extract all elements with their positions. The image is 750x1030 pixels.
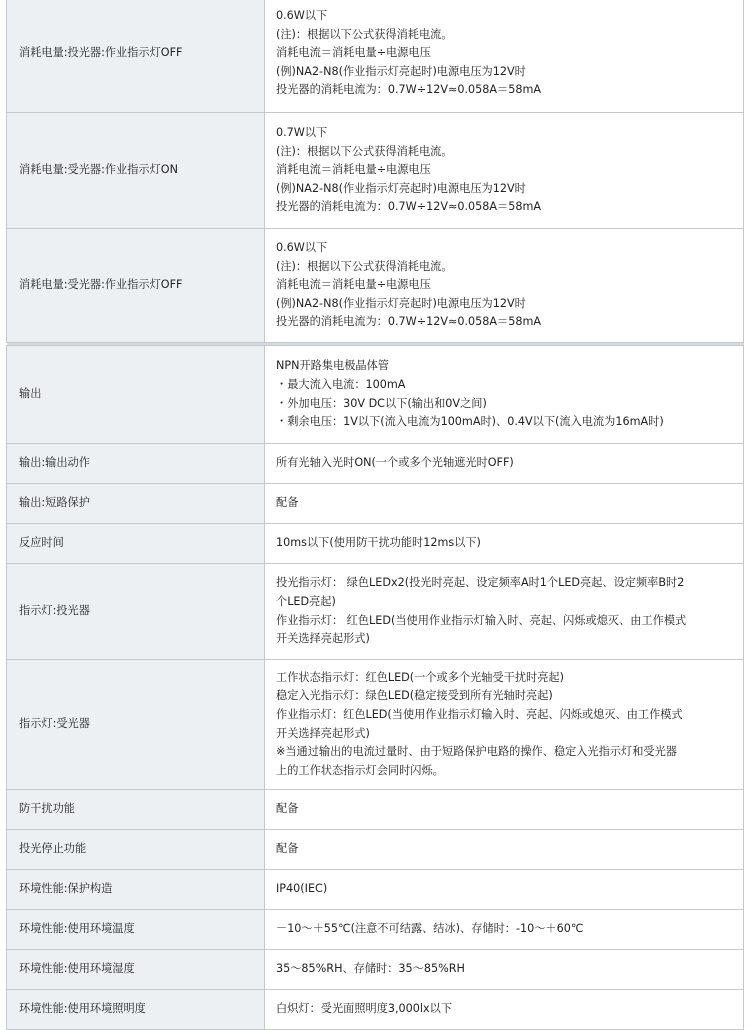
spec-value-line: 消耗电流＝消耗电量÷电源电压: [276, 163, 431, 177]
spec-value-line: 配备: [276, 496, 299, 510]
spec-value: [265, 830, 744, 870]
spec-value: [265, 990, 744, 1030]
spec-value-line: 工作状态指示灯：红色LED(一个或多个光轴受干扰时亮起): [276, 670, 564, 684]
spec-value: [265, 113, 744, 229]
spec-value-line: 开关选择亮起形式): [276, 726, 370, 740]
spec-value: [265, 444, 744, 484]
spec-label: 环境性能:使用环境湿度: [7, 950, 265, 990]
spec-label: 环境性能:使用环境照明度: [7, 990, 265, 1030]
spec-value-line: 10ms以下(使用防干扰功能时12ms以下): [276, 536, 481, 550]
spec-value: [265, 229, 744, 343]
table-row: [7, 484, 744, 524]
spec-value-line: (注)：根据以下公式获得消耗电流。: [276, 144, 453, 158]
spec-value-line: －10～＋55℃(注意不可结露、结冰)、存储时：-10～＋60℃: [276, 922, 584, 936]
spec-value-line: ・外加电压：30V DC以下(输出和0V之间): [276, 396, 487, 410]
spec-value-line: 稳定入光指示灯：绿色LED(稳定接受到所有光轴时亮起): [276, 689, 553, 703]
spec-table-body: [7, 0, 744, 1030]
spec-label: 输出: [7, 346, 265, 444]
spec-value-line: NPN开路集电极晶体管: [276, 359, 389, 373]
table-row: [7, 870, 744, 910]
spec-value: [265, 346, 744, 444]
spec-value: [265, 950, 744, 990]
table-row: [7, 990, 744, 1030]
table-row: [7, 444, 744, 484]
spec-value: [265, 524, 744, 564]
spec-value: [265, 870, 744, 910]
spec-value-line: 消耗电流＝消耗电量÷电源电压: [276, 278, 431, 292]
table-row: [7, 524, 744, 564]
spec-value-line: 作业指示灯：红色LED(当使用作业指示灯输入时、亮起、闪烁或熄灭、由工作模式: [276, 707, 683, 721]
spec-value-line: 0.7W以下: [276, 126, 328, 140]
spec-value-line: 配备: [276, 802, 299, 816]
table-row: [7, 229, 744, 343]
spec-value-line: (例)NA2-N8(作业指示灯亮起时)电源电压为12V时: [276, 181, 526, 195]
spec-value-line: IP40(IEC): [276, 882, 328, 896]
spec-label: 投光停止功能: [7, 830, 265, 870]
spec-value-line: 消耗电流＝消耗电量÷电源电压: [276, 46, 431, 60]
spec-label: 反应时间: [7, 524, 265, 564]
table-row: [7, 950, 744, 990]
spec-label: 消耗电量:投光器:作业指示灯OFF: [7, 0, 265, 113]
spec-label: 消耗电量:受光器:作业指示灯ON: [7, 113, 265, 229]
spec-value-line: 投光指示灯： 绿色LEDx2(投光时亮起、设定频率A时1个LED亮起、设定频率B时2: [276, 576, 685, 590]
table-row: [7, 660, 744, 790]
spec-value-line: 开关选择亮起形式): [276, 632, 370, 646]
spec-value: [265, 910, 744, 950]
spec-label: 防干扰功能: [7, 790, 265, 830]
spec-value-line: 所有光轴入光时ON(一个或多个光轴遮光时OFF): [276, 456, 514, 470]
spec-value: [265, 484, 744, 524]
spec-value-line: 0.6W以下: [276, 241, 328, 255]
spec-value-line: (注)：根据以下公式获得消耗电流。: [276, 259, 453, 273]
spec-label: 指示灯:投光器: [7, 564, 265, 660]
spec-value-line: 个LED亮起): [276, 594, 336, 608]
spec-value-line: 投光器的消耗电流为：0.7W÷12V≈0.058A＝58mA: [276, 83, 542, 97]
table-row: [7, 0, 744, 113]
spec-label: 输出:输出动作: [7, 444, 265, 484]
table-row: [7, 830, 744, 870]
spec-value-line: 投光器的消耗电流为：0.7W÷12V≈0.058A＝58mA: [276, 315, 542, 329]
spec-label: 输出:短路保护: [7, 484, 265, 524]
spec-value-line: ・剩余电压：1V以下(流入电流为100mA时)、0.4V以下(流入电流为16mA时): [276, 415, 664, 429]
spec-value-line: (注)：根据以下公式获得消耗电流。: [276, 27, 453, 41]
spec-value-line: 上的工作状态指示灯会同时闪烁。: [276, 763, 444, 777]
table-row: [7, 564, 744, 660]
spec-table: [6, 0, 744, 1030]
spec-value-line: 0.6W以下: [276, 9, 328, 23]
spec-label: 指示灯:受光器: [7, 660, 265, 790]
spec-value-line: 白炽灯：受光面照明度3,000lx以下: [276, 1002, 453, 1016]
table-row: [7, 346, 744, 444]
spec-value: [265, 660, 744, 790]
spec-label: 环境性能:使用环境温度: [7, 910, 265, 950]
table-row: [7, 910, 744, 950]
spec-value-line: 配备: [276, 842, 299, 856]
spec-value-line: ※当通过输出的电流过量时、由于短路保护电路的操作、稳定入光指示灯和受光器: [276, 745, 677, 759]
table-row: [7, 113, 744, 229]
spec-label: 环境性能:保护构造: [7, 870, 265, 910]
spec-value-line: 作业指示灯： 红色LED(当使用作业指示灯输入时、亮起、闪烁或熄灭、由工作模式: [276, 613, 687, 627]
spec-value: [265, 564, 744, 660]
spec-label: 消耗电量:受光器:作业指示灯OFF: [7, 229, 265, 343]
spec-value-line: (例)NA2-N8(作业指示灯亮起时)电源电压为12V时: [276, 64, 526, 78]
spec-value-line: ・最大流入电流：100mA: [276, 377, 406, 391]
spec-value-line: 投光器的消耗电流为：0.7W÷12V≈0.058A＝58mA: [276, 200, 542, 214]
spec-value-line: (例)NA2-N8(作业指示灯亮起时)电源电压为12V时: [276, 296, 526, 310]
spec-value: [265, 790, 744, 830]
spec-value-line: 35～85%RH、存储时：35～85%RH: [276, 962, 465, 976]
table-row: [7, 790, 744, 830]
spec-value: [265, 0, 744, 113]
